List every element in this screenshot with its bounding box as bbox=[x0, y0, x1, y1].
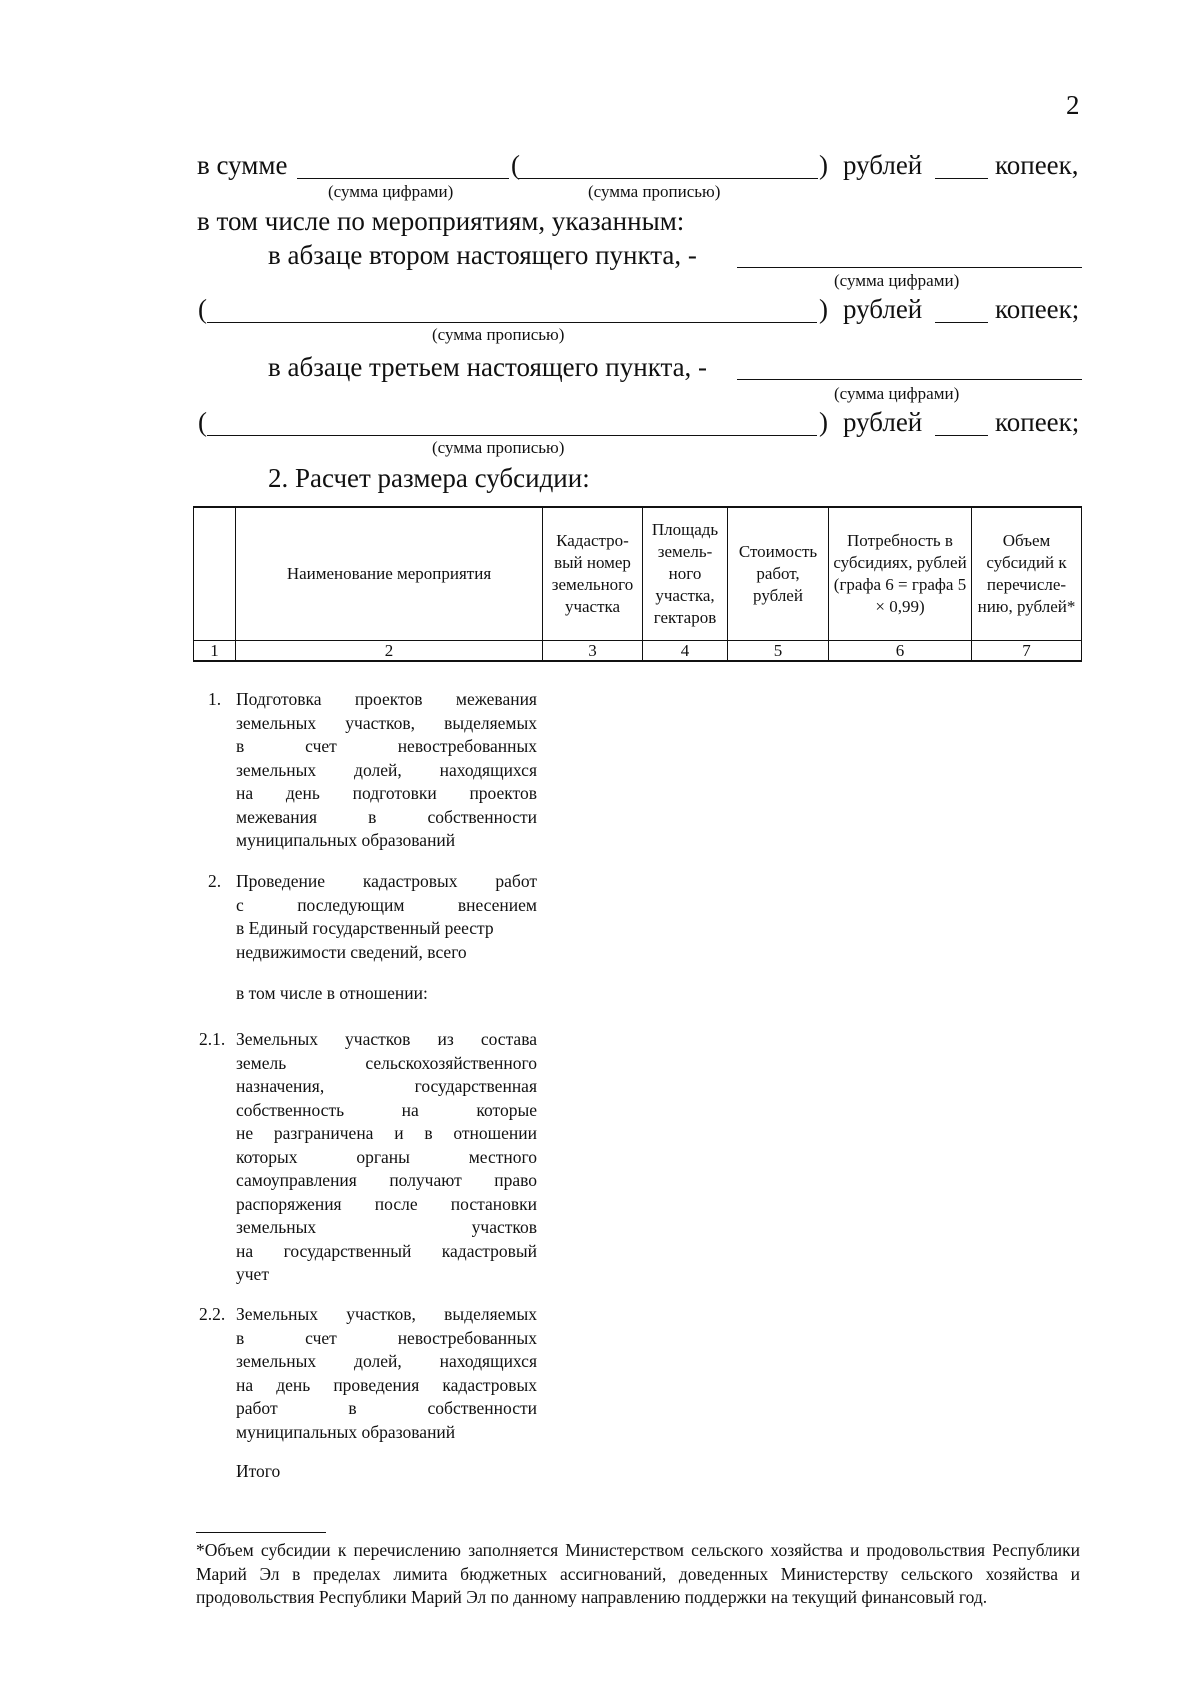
page-number: 2 bbox=[1066, 90, 1080, 120]
para2-words-blank bbox=[207, 322, 817, 323]
subsidy-calculation-table bbox=[193, 506, 1082, 662]
sum-words-blank bbox=[518, 178, 818, 179]
para2-close-paren: ) bbox=[819, 294, 828, 324]
header-plot-area: Площадь земель-ного участка, гектаров bbox=[643, 507, 728, 641]
sum-kop-label: копеек, bbox=[995, 150, 1079, 180]
item-2-2-line: земельных долей, находящихся bbox=[236, 1351, 537, 1371]
item-1-line: межевания в собственности bbox=[236, 806, 537, 827]
para3-close-paren: ) bbox=[819, 407, 828, 437]
sum-caption-words: (сумма прописью) bbox=[588, 182, 721, 201]
sum-caption-figures: (сумма цифрами) bbox=[328, 182, 454, 201]
header-subsidy-transfer: Объем субсидий к перечисле-нию, рублей* bbox=[972, 507, 1082, 641]
para2-kop-label: копеек; bbox=[995, 294, 1080, 324]
column-number: 3 bbox=[543, 641, 643, 662]
item-2-number: 2. bbox=[208, 871, 222, 891]
including-relation-line: в том числе в отношении: bbox=[236, 983, 428, 1003]
item-2-2-text bbox=[236, 1303, 537, 1444]
table-header-row bbox=[194, 507, 1082, 641]
item-2-1-line: назначения, государственная bbox=[236, 1076, 537, 1096]
sum-open-paren: ( bbox=[511, 150, 520, 180]
item-1-line: муниципальных образований bbox=[236, 830, 456, 850]
item-2-1-number: 2.1. bbox=[199, 1029, 226, 1049]
footnote-separator bbox=[196, 1532, 326, 1533]
item-1-line: на день подготовки проектов bbox=[236, 783, 537, 803]
item-2-1-line: учет bbox=[236, 1264, 269, 1284]
item-1-line: в счет невостребованных bbox=[236, 736, 537, 756]
item-1-line: земельных участков, выделяемых bbox=[236, 712, 537, 733]
item-1-line: Подготовка проектов межевания bbox=[236, 689, 537, 709]
para3-figures-blank bbox=[737, 379, 1082, 380]
header-cadastral-number: Кадастро-вый номер земельного участка bbox=[543, 507, 643, 641]
column-number: 7 bbox=[972, 641, 1082, 662]
item-2-line: Проведение кадастровых работ bbox=[236, 871, 537, 891]
column-number: 6 bbox=[829, 641, 972, 662]
para3-kop-blank bbox=[935, 435, 988, 436]
item-2-1-line: распоряжения после постановки bbox=[236, 1193, 537, 1214]
sum-figures-blank bbox=[297, 178, 509, 179]
item-2-1-line: земель сельскохозяйственного bbox=[236, 1052, 537, 1073]
para3-kop-label: копеек; bbox=[995, 407, 1080, 437]
item-2-line: с последующим внесением bbox=[236, 894, 537, 915]
item-2-2-number: 2.2. bbox=[199, 1304, 226, 1324]
header-subsidy-need: Потребность в субсидиях, рублей (графа 6 = графа 5 × 0,99) bbox=[829, 507, 972, 641]
item-2-2-line: в счет невостребованных bbox=[236, 1327, 537, 1348]
para2-open-paren: ( bbox=[198, 294, 207, 324]
header-col-1 bbox=[194, 507, 236, 641]
para3-label: в абзаце третьем настоящего пункта, - bbox=[268, 352, 708, 382]
para2-label: в абзаце втором настоящего пункта, - bbox=[268, 240, 697, 270]
header-work-cost: Стоимость работ, рублей bbox=[728, 507, 829, 641]
sum-close-paren: ) bbox=[819, 150, 828, 180]
para3-rub-label: рублей bbox=[843, 407, 923, 437]
column-number: 2 bbox=[236, 641, 543, 662]
para3-open-paren: ( bbox=[198, 407, 207, 437]
column-number: 5 bbox=[728, 641, 829, 662]
sum-kop-blank bbox=[935, 178, 988, 179]
item-2-1-line: на государственный кадастровый bbox=[236, 1240, 537, 1261]
total-label: Итого bbox=[236, 1461, 281, 1481]
item-2-1-line: самоуправления получают право bbox=[236, 1170, 537, 1190]
sum-rub-label: рублей bbox=[843, 150, 923, 180]
item-1-line: земельных долей, находящихся bbox=[236, 759, 537, 780]
item-2-1-line: Земельных участков из состава bbox=[236, 1029, 537, 1049]
para2-kop-blank bbox=[935, 322, 988, 323]
para2-figures-blank bbox=[737, 267, 1082, 268]
table-column-numbers-row bbox=[194, 641, 1082, 662]
para3-caption-figures: (сумма цифрами) bbox=[834, 384, 960, 403]
section-title: 2. Расчет размера субсидии: bbox=[268, 463, 590, 493]
footnote: *Объем субсидии к перечислению заполняется Министерством сельского хозяйства и продовольствия Республики Марий Эл в пределах лимита бюджетных ассигнований, доведенных Министерству сельского хозяйства и продовольствия Республики Марий Эл по данному направлению поддержки на текущий финансовый год. bbox=[196, 1540, 1080, 1607]
item-2-1-line: собственность на которые bbox=[236, 1099, 537, 1120]
item-1-number: 1. bbox=[208, 689, 222, 709]
para2-caption-figures: (сумма цифрами) bbox=[834, 271, 960, 290]
header-activity-name: Наименование мероприятия bbox=[236, 507, 543, 641]
item-2-2-line: Земельных участков, выделяемых bbox=[236, 1304, 537, 1324]
item-2-text bbox=[236, 870, 537, 964]
item-2-line: в Единый государственный реестр bbox=[236, 918, 494, 938]
item-2-1-line: земельных участков bbox=[236, 1217, 537, 1237]
item-1-text bbox=[236, 688, 537, 853]
item-2-1-line: не разграничена и в отношении bbox=[236, 1123, 537, 1143]
item-2-2-line: работ в собственности bbox=[236, 1398, 537, 1418]
item-2-1-line: которых органы местного bbox=[236, 1146, 537, 1167]
item-2-line: недвижимости сведений, всего bbox=[236, 941, 467, 962]
item-2-2-line: муниципальных образований bbox=[236, 1421, 456, 1442]
item-2-1-text bbox=[236, 1028, 537, 1287]
column-number: 4 bbox=[643, 641, 728, 662]
column-number: 1 bbox=[194, 641, 236, 662]
item-2-2-line: на день проведения кадастровых bbox=[236, 1374, 537, 1395]
para3-caption-words: (сумма прописью) bbox=[432, 438, 565, 457]
para3-words-blank bbox=[207, 435, 817, 436]
including-line: в том числе по мероприятиям, указанным: bbox=[197, 206, 685, 236]
para2-rub-label: рублей bbox=[843, 294, 923, 324]
sum-prefix: в сумме bbox=[197, 150, 288, 180]
para2-caption-words: (сумма прописью) bbox=[432, 325, 565, 344]
